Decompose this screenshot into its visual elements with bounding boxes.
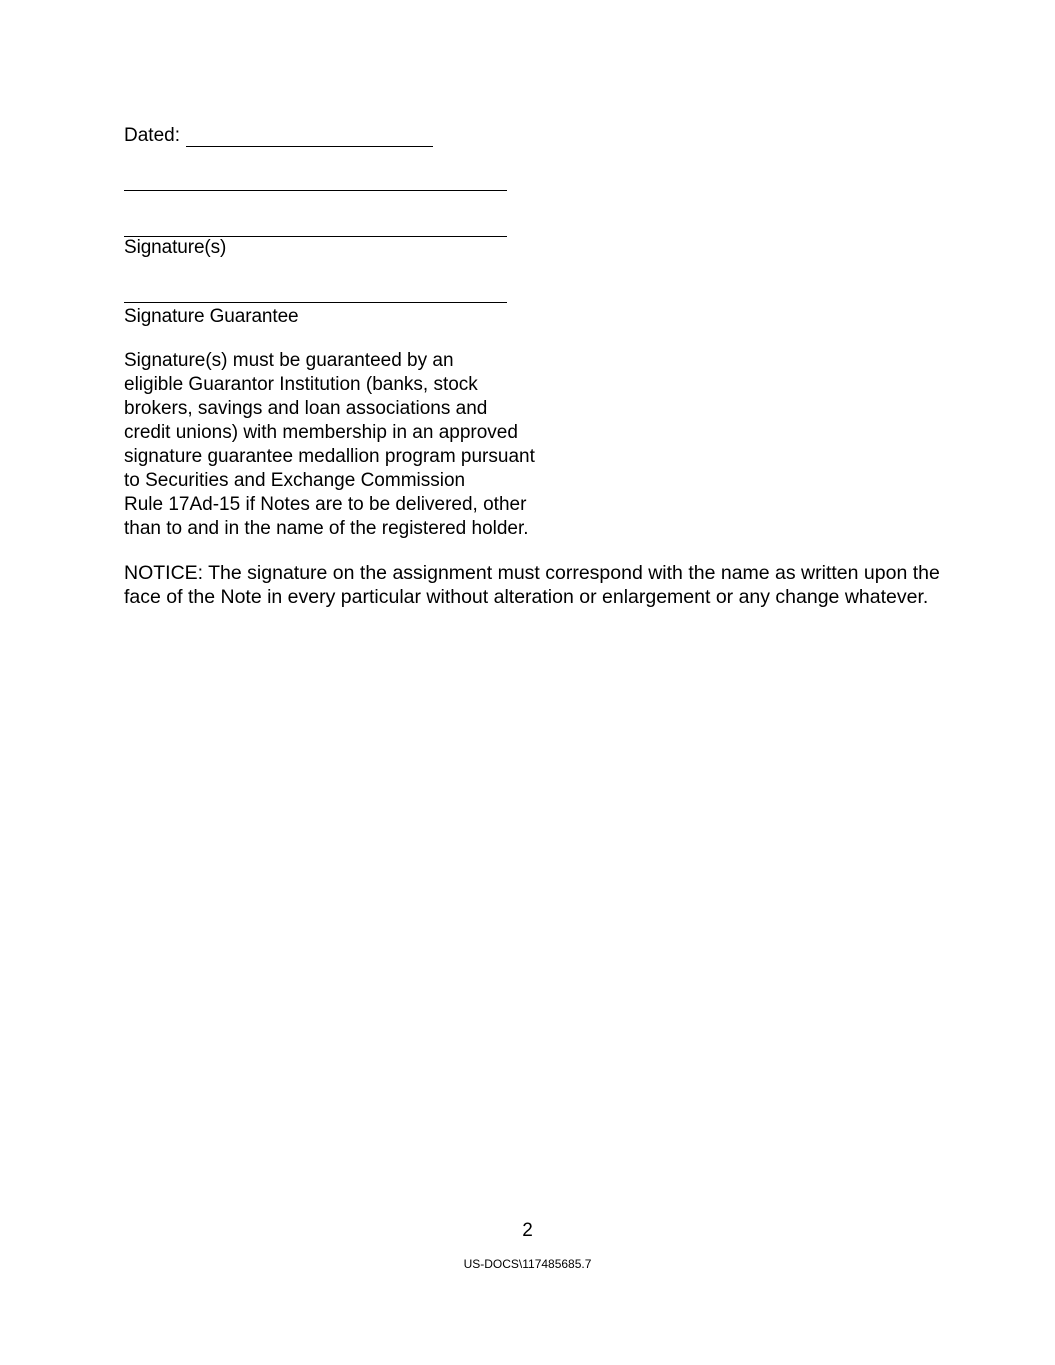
guarantee-paragraph-line: eligible Guarantor Institution (banks, stock	[124, 374, 478, 395]
notice-paragraph-line: face of the Note in every particular without alteration or enlargement or any change whatever.	[124, 586, 929, 608]
guarantee-paragraph-line: credit unions) with membership in an approved	[124, 422, 518, 443]
document-id: US-DOCS\117485685.7	[463, 1257, 592, 1271]
guarantee-paragraph-line: Signature(s) must be guaranteed by an	[124, 350, 454, 371]
guarantee-paragraph-line: Rule 17Ad-15 if Notes are to be delivered, other	[124, 494, 527, 515]
guarantee-paragraph	[124, 349, 535, 541]
guarantee-paragraph-line: to Securities and Exchange Commission	[124, 470, 466, 491]
signature-guarantee-label: Signature Guarantee	[124, 306, 299, 327]
signature-line-1	[124, 190, 507, 191]
signature-guarantee-line	[124, 302, 507, 303]
dated-blank-line	[186, 146, 433, 147]
page-number: 2	[522, 1220, 533, 1241]
guarantee-paragraph-line: than to and in the name of the registered holder.	[124, 518, 529, 539]
dated-label: Dated:	[124, 125, 180, 146]
guarantee-paragraph-line: brokers, savings and loan associations and	[124, 398, 488, 419]
notice-paragraph	[124, 561, 940, 609]
signature-label: Signature(s)	[124, 237, 227, 258]
notice-paragraph-line: NOTICE: The signature on the assignment must correspond with the name as written upon the	[124, 562, 940, 584]
guarantee-paragraph-line: signature guarantee medallion program pursuant	[124, 446, 535, 467]
